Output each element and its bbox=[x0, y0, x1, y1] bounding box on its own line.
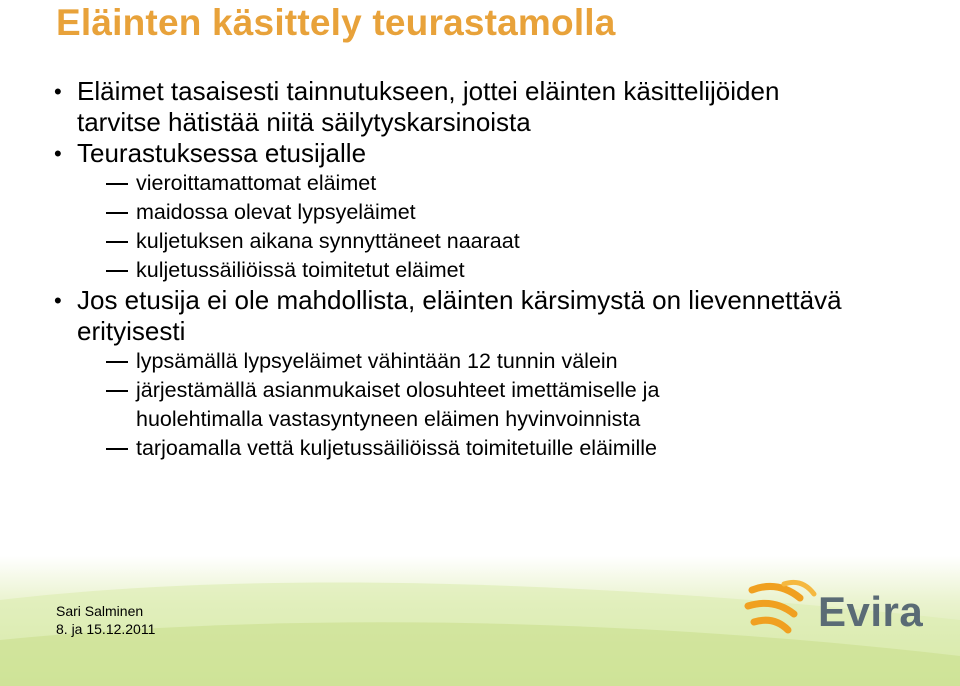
sub-bullet-item bbox=[50, 256, 940, 285]
sub-bullet-text: lypsämällä lypsyeläimet vähintään 12 tunnin välein bbox=[136, 349, 618, 373]
sub-bullet-text: kuljetussäiliöissä toimitetut eläimet bbox=[136, 258, 465, 282]
dash-icon bbox=[106, 390, 128, 392]
sub-bullet-text: järjestämällä asianmukaiset olosuhteet imettämiselle ja huolehtimalla vastasyntyneen eläimen hyvinvoinnista bbox=[136, 378, 660, 431]
dash-icon bbox=[106, 361, 128, 363]
dash-icon bbox=[106, 212, 128, 214]
bullet-item bbox=[50, 138, 940, 169]
sub-bullet-text: kuljetuksen aikana synnyttäneet naaraat bbox=[136, 229, 520, 253]
sub-bullet-item bbox=[50, 227, 940, 256]
sub-bullet-item bbox=[50, 434, 940, 463]
bullet-icon: • bbox=[54, 141, 62, 166]
sub-bullet-item bbox=[50, 198, 940, 227]
bullet-item bbox=[50, 76, 837, 138]
evira-logo-text: Evira bbox=[818, 588, 924, 635]
bullet-icon: • bbox=[54, 79, 62, 104]
footer-author: Sari Salminen bbox=[56, 603, 144, 619]
sub-bullet-item bbox=[50, 169, 940, 198]
bullet-text: Jos etusija ei ole mahdollista, eläinten kärsimystä on lievennettävä erityisesti bbox=[77, 285, 842, 346]
sub-bullet-item bbox=[50, 347, 940, 376]
bullet-text: Eläimet tasaisesti tainnutukseen, jottei eläinten käsittelijöiden tarvitse hätistää niitä säilytyskarsinoista bbox=[77, 76, 780, 137]
sub-bullet-text: vieroittamattomat eläimet bbox=[136, 171, 377, 195]
dash-icon bbox=[106, 270, 128, 272]
footer-date: 8. ja 15.12.2011 bbox=[56, 621, 156, 637]
sub-bullet-text: tarjoamalla vettä kuljetussäiliöissä toimitetuille eläimille bbox=[136, 436, 657, 460]
bullet-icon: • bbox=[54, 288, 62, 313]
dash-icon bbox=[106, 183, 128, 185]
bullet-item bbox=[50, 285, 847, 347]
bullet-text: Teurastuksessa etusijalle bbox=[77, 138, 367, 168]
slide-title: Eläinten käsittely teurastamolla bbox=[56, 2, 616, 43]
dash-icon bbox=[106, 241, 128, 243]
sub-bullet-item bbox=[50, 376, 776, 434]
sub-bullet-text: maidossa olevat lypsyeläimet bbox=[136, 200, 416, 224]
slide-body bbox=[50, 76, 940, 463]
dash-icon bbox=[106, 448, 128, 450]
